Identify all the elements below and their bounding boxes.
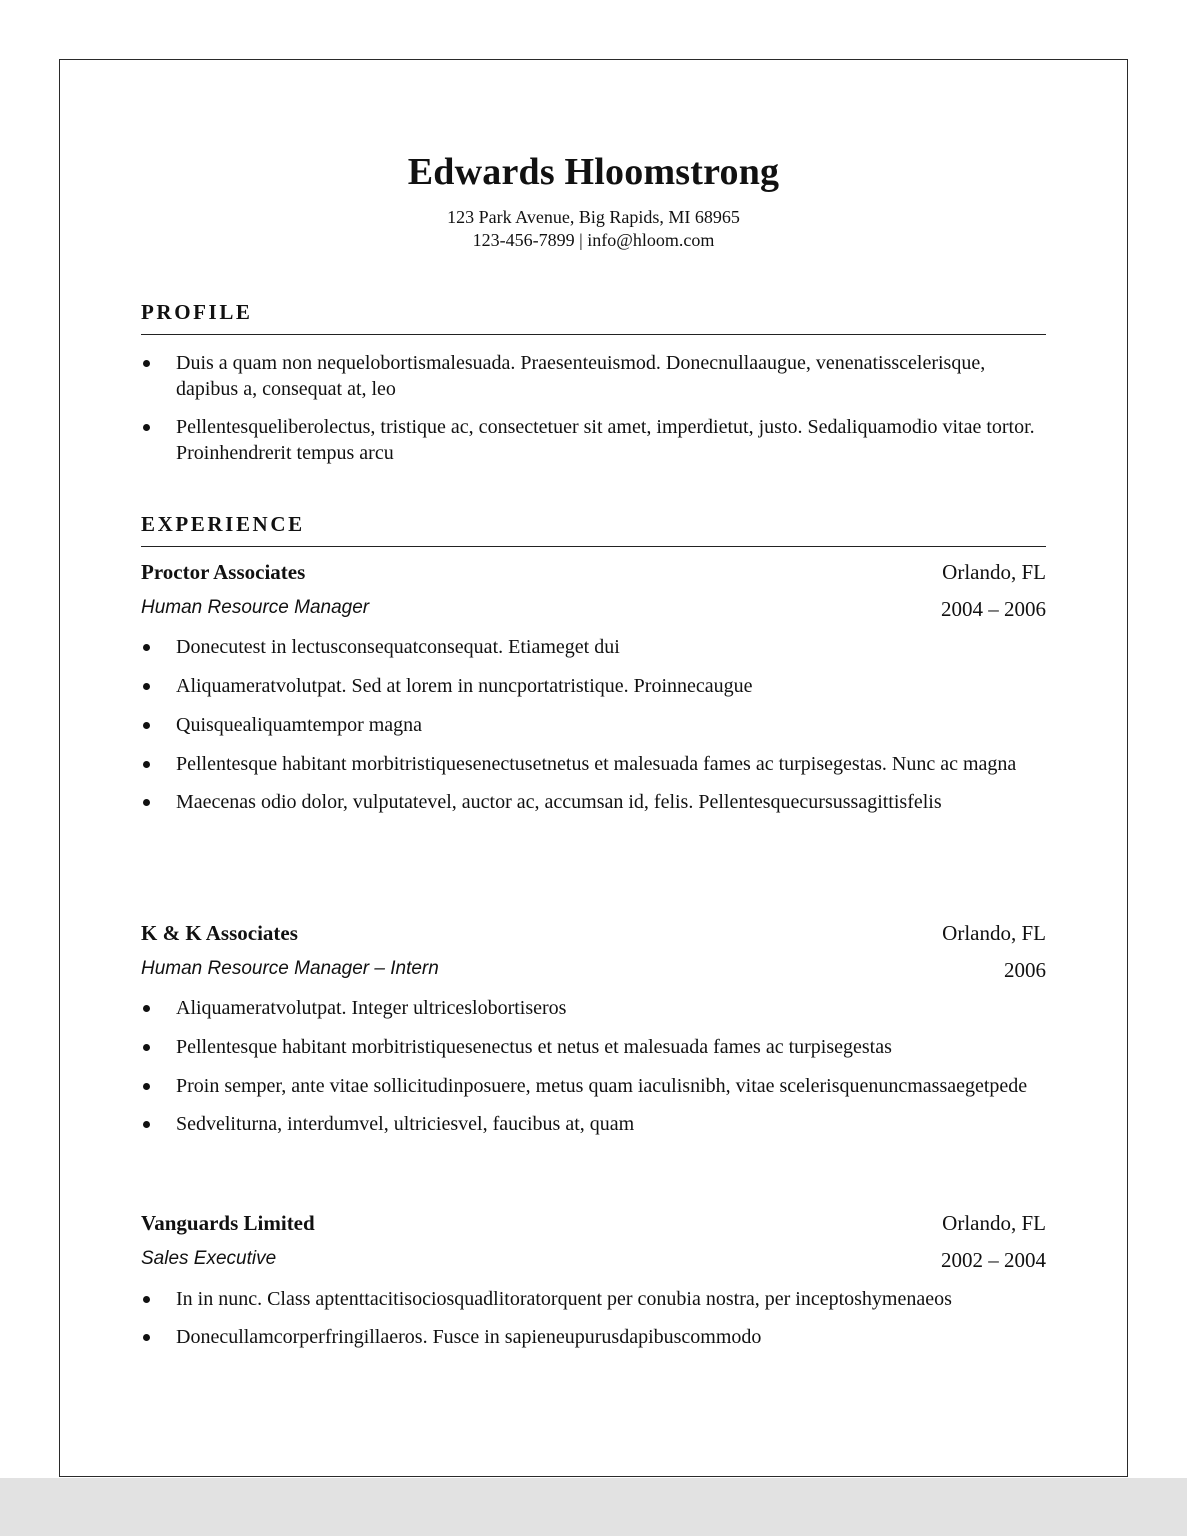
address: 123 Park Avenue, Big Rapids, MI 68965 (447, 207, 740, 227)
job-dates: 2004 – 2006 (941, 597, 1046, 621)
list-item: Duis a quam non nequelobortismalesuada. Praesenteuismod. Donecnullaaugue, venenatisscelerisque, dapibus a, consequat at, leo (141, 350, 1046, 402)
list-item: Pellentesque habitant morbitristiquesenectusetnetus et malesuada fames ac turpisegestas. Nunc ac magna (141, 751, 1046, 777)
job-header (141, 1211, 1046, 1237)
job-subheader (141, 597, 1046, 623)
list-item: Maecenas odio dolor, vulputatevel, auctor ac, accumsan id, felis. Pellentesquecursussagittisfelis (141, 789, 1046, 815)
profile-list (141, 350, 1046, 466)
company-name: Proctor Associates (141, 560, 306, 584)
job-location: Orlando, FL (942, 1211, 1046, 1235)
list-item: Aliquameratvolutpat. Sed at lorem in nuncportatristique. Proinnecaugue (141, 673, 1046, 699)
job-subheader (141, 958, 1046, 984)
list-item: Pellentesque habitant morbitristiquesenectus et netus et malesuada fames ac turpisegestas (141, 1034, 1046, 1060)
list-item: Quisquealiquamtempor magna (141, 712, 1046, 738)
job-bullets (141, 1286, 1046, 1350)
company-name: Vanguards Limited (141, 1211, 315, 1235)
job-bullets (141, 995, 1046, 1137)
list-item: In in nunc. Class aptenttacitisociosquadlitoratorquent per conubia nostra, per inceptoshymenaeos (141, 1286, 1046, 1312)
job-bullets (141, 634, 1046, 815)
phone-email: 123-456-7899 | info@hloom.com (472, 230, 715, 250)
list-item: Donecullamcorperfringillaeros. Fusce in sapieneupurusdapibuscommodo (141, 1324, 1046, 1350)
list-item: Aliquameratvolutpat. Integer ultriceslobortiseros (141, 995, 1046, 1021)
bottom-gray-band (0, 1478, 1187, 1536)
list-item: Sedveliturna, interdumvel, ultriciesvel, faucibus at, quam (141, 1111, 1046, 1137)
job-location: Orlando, FL (942, 560, 1046, 584)
experience-heading: EXPERIENCE (141, 512, 1046, 547)
job-dates: 2006 (1004, 958, 1046, 982)
list-item: Donecutest in lectusconsequatconsequat. Etiameget dui (141, 634, 1046, 660)
job-role: Sales Executive (141, 1248, 277, 1269)
job-dates: 2002 – 2004 (941, 1248, 1046, 1272)
company-name: K & K Associates (141, 921, 298, 945)
job-header (141, 560, 1046, 586)
resume-page (59, 59, 1128, 1477)
job-header (141, 921, 1046, 947)
profile-heading: PROFILE (141, 300, 1046, 335)
contact-block (141, 206, 1046, 252)
job-role: Human Resource Manager (141, 597, 370, 618)
list-item: Proin semper, ante vitae sollicitudinposuere, metus quam iaculisnibh, vitae scelerisquenuncmassaegetpede (141, 1073, 1046, 1099)
job-location: Orlando, FL (942, 921, 1046, 945)
job-subheader (141, 1248, 1046, 1274)
candidate-name: Edwards Hloomstrong (407, 151, 780, 193)
job-role: Human Resource Manager – Intern (141, 958, 439, 979)
list-item: Pellentesqueliberolectus, tristique ac, consectetuer sit amet, imperdietut, justo. Sedaliquamodio vitae tortor. Proinhendrerit tempus arcu (141, 414, 1046, 466)
